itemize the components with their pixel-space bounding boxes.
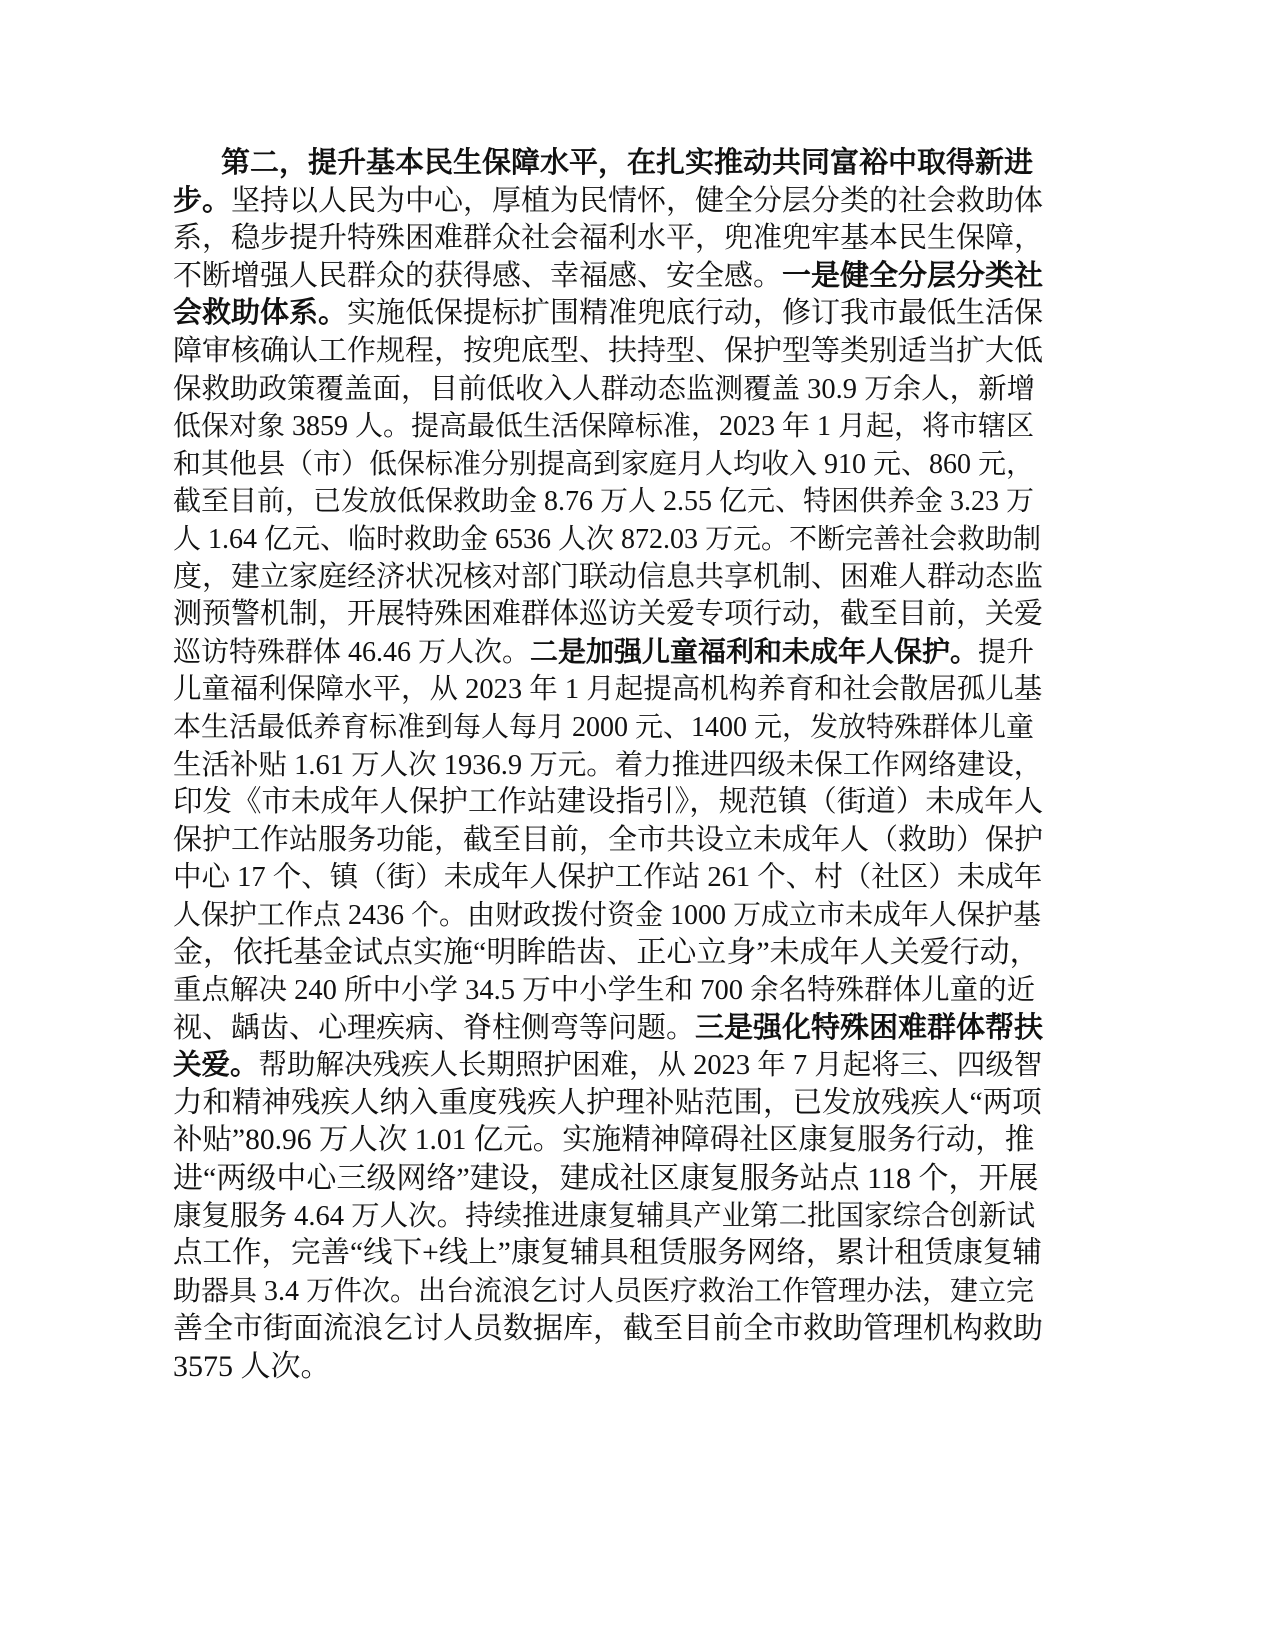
- body-text: 3575 人次。: [173, 1350, 331, 1383]
- text-line: [173, 747, 1043, 785]
- body-text: 中心 17 个、镇（街）未成年人保护工作站 261 个、村（社区）未成年: [173, 862, 1043, 894]
- text-line: [173, 1085, 1043, 1123]
- body-text: 康复服务 4.64 万人次。持续推进康复辅具产业第二批国家综合创新试: [173, 1200, 1036, 1232]
- body-text: 度，建立家庭经济状况核对部门联动信息共享机制、困难人群动态监: [173, 560, 1044, 593]
- text-line: [173, 521, 1043, 559]
- body-text: 儿童福利保障水平，从 2023 年 1 月起提高机构养育和社会散居孤儿基: [173, 674, 1043, 706]
- text-line: [173, 1010, 1043, 1048]
- body-text: 系，稳步提升特殊困难群众社会福利水平，兜准兜牢基本民生保障，: [173, 222, 1044, 255]
- bold-heading-text: 步。: [173, 184, 232, 217]
- text-line: [173, 1160, 1043, 1198]
- text-line: [173, 1348, 1043, 1386]
- text-line: [173, 671, 1043, 709]
- body-text: 补贴”80.96 万人次 1.01 亿元。实施精神障碍社区康复服务行动，推: [173, 1124, 1035, 1157]
- text-line: [173, 220, 1043, 258]
- body-text: 本生活最低养育标准到每人每月 2000 元、1400 元，发放特殊群体儿童: [173, 711, 1035, 743]
- text-line: [173, 784, 1043, 822]
- body-text: 点工作，完善“线下+线上”康复辅具租赁服务网络，累计租赁康复辅: [173, 1237, 1042, 1270]
- text-line: [173, 483, 1043, 521]
- body-text: 提升: [978, 636, 1035, 668]
- text-line: [173, 1198, 1043, 1236]
- text-line: [173, 559, 1043, 597]
- body-text: 重点解决 240 所中小学 34.5 万中小学生和 700 余名特殊群体儿童的近: [173, 975, 1036, 1007]
- body-text: 保护工作站服务功能，截至目前，全市共设立未成年人（救助）保护: [173, 823, 1044, 856]
- text-line: [173, 295, 1043, 333]
- body-text: 生活补贴 1.61 万人次 1936.9 万元。着力推进四级未保工作网络建设，: [173, 749, 1043, 781]
- text-line: [173, 1122, 1043, 1160]
- body-text: 进“两级中心三级网络”建设，建成社区康复服务站点 118 个，开展: [173, 1162, 1039, 1196]
- body-text: 和其他县（市）低保标准分别提高到家庭月人均收入 910 元、860 元，: [173, 448, 1035, 480]
- bold-heading-text: 二是加强儿童福利和未成年人保护。: [530, 636, 979, 668]
- bold-heading-text: 三是强化特殊困难群体帮扶: [695, 1011, 1044, 1044]
- text-line: [173, 1310, 1043, 1348]
- text-line: [173, 709, 1043, 747]
- text-line: [173, 822, 1043, 860]
- text-line: [173, 972, 1043, 1010]
- text-line: [173, 333, 1043, 371]
- body-text: 人保护工作点 2436 个。由财政拨付资金 1000 万成立市未成年人保护基: [173, 899, 1042, 931]
- body-text: 低保对象 3859 人。提高最低生活保障标准，2023 年 1 月起，将市辖区: [173, 411, 1035, 443]
- bold-heading-text: 一是健全分层分类社: [782, 259, 1044, 292]
- text-line: [173, 1047, 1043, 1085]
- body-text: 视、龋齿、心理疾病、脊柱侧弯等问题。: [173, 1011, 696, 1044]
- text-line: [173, 371, 1043, 409]
- text-line: [173, 258, 1043, 296]
- text-line: [173, 1235, 1043, 1273]
- bold-heading-text: 会救助体系。: [173, 297, 348, 330]
- body-text: 测预警机制，开展特殊困难群体巡访关爱专项行动，截至目前，关爱: [173, 598, 1044, 631]
- bold-heading-text: 关爱。: [173, 1050, 259, 1082]
- text-line: [173, 596, 1043, 634]
- body-text: 金，依托基金试点实施“明眸皓齿、正心立身”未成年人关爱行动，: [173, 936, 1040, 970]
- body-text: 善全市街面流浪乞讨人员数据库，截至目前全市救助管理机构救助: [173, 1312, 1043, 1346]
- body-text: 不断增强人民群众的获得感、幸福感、安全感。: [173, 259, 783, 292]
- body-text: 障审核确认工作规程，按兜底型、扶持型、保护型等类别适当扩大低: [173, 334, 1044, 367]
- text-line: [173, 859, 1043, 897]
- body-text: 巡访特殊群体 46.46 万人次。: [173, 636, 531, 668]
- body-text: 实施低保提标扩围精准兜底行动，修订我市最低生活保: [347, 297, 1044, 330]
- text-line: [173, 1273, 1043, 1311]
- body-text: 助器具 3.4 万件次。出台流浪乞讨人员医疗救治工作管理办法，建立完: [173, 1275, 1035, 1307]
- body-text: 坚持以人民为中心，厚植为民情怀，健全分层分类的社会救助体: [231, 184, 1044, 217]
- body-paragraph: [173, 145, 1043, 1386]
- body-text: 帮助解决残疾人长期照护困难，从 2023 年 7 月起将三、四级智: [258, 1050, 1043, 1082]
- body-text: 人 1.64 亿元、临时救助金 6536 人次 872.03 万元。不断完善社会救助制: [173, 523, 1042, 555]
- text-line: [173, 446, 1043, 484]
- text-line: [173, 183, 1043, 221]
- body-text: 截至目前，已发放低保救助金 8.76 万人 2.55 亿元、特困供养金 3.23 万: [173, 486, 1035, 518]
- text-line: [173, 145, 1043, 183]
- text-line: [173, 934, 1043, 972]
- body-text: 力和精神残疾人纳入重度残疾人护理补贴范围，已发放残疾人“两项: [173, 1086, 1042, 1119]
- text-line: [173, 897, 1043, 935]
- body-text: 保救助政策覆盖面，目前低收入人群动态监测覆盖 30.9 万余人，新增: [173, 373, 1036, 405]
- text-line: [173, 408, 1043, 446]
- bold-heading-text: 第二，提升基本民生保障水平，在扎实推动共同富裕中取得新进: [221, 147, 1034, 179]
- body-text: 印发《市未成年人保护工作站建设指引》，规范镇（街道）未成年人: [173, 786, 1044, 819]
- text-line: [173, 634, 1043, 672]
